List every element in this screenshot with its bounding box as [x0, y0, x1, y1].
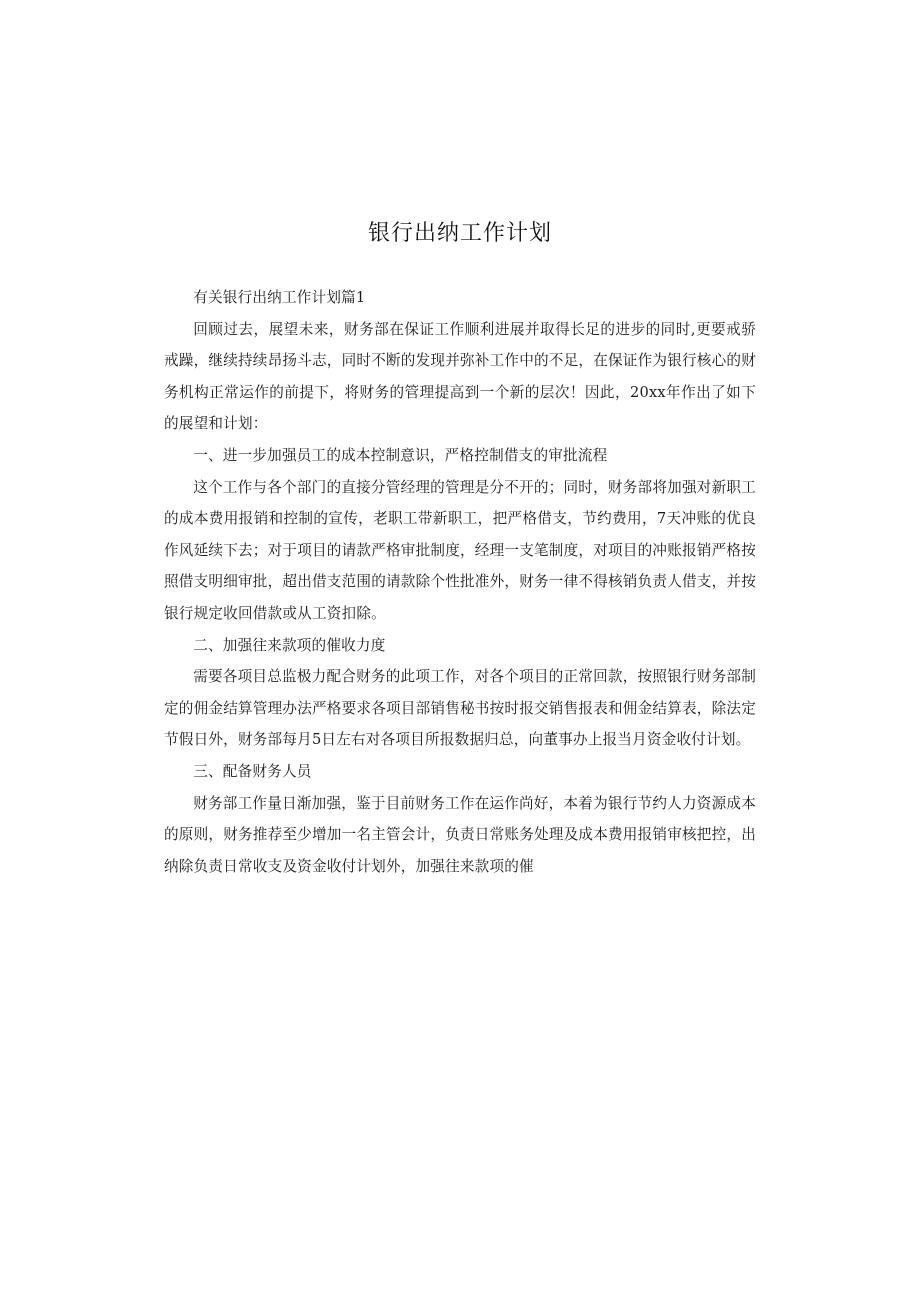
section-heading-1: 一、进一步加强员工的成本控制意识，严格控制借支的审批流程 — [193, 446, 608, 464]
paragraph-section-3: 财务部工作量日渐加强，鉴于目前财务工作在运作尚好，本着为银行节约人力资源成本的原则，财务推荐至少增加一名主管会计，负责日常账务处理及成本费用报销审核把控，出纳除负责日常收支及资金收付计划外，加强往来款项的催 — [164, 794, 756, 875]
subheading-article: 有关银行出纳工作计划篇1 — [193, 289, 366, 306]
paragraph-section-2: 需要各项目总监极力配合财务的此项工作，对各个项目的正常回款，按照银行财务部制定的佣金结算管理办法严格要求各项目部销售秘书按时报交销售报表和佣金结算表，除法定节假日外，财务部每月5日左右对各项目所报数据归总，向董事办上报当月资金收付计划。 — [164, 668, 756, 749]
paragraph-section-1: 这个工作与各个部门的直接分管经理的管理是分不开的；同时，财务部将加强对新职工的成本费用报销和控制的宣传，老职工带新职工，把严格借支，节约费用，7天冲账的优良作风延续下去；对于项目的请款严格审批制度，经理一支笔制度，对项目的冲账报销严格按照借支明细审批，超出借支范围的请款除个性批准外，财务一律不得核销负责人借支，并按银行规定收回借款或从工资扣除。 — [164, 478, 756, 622]
document-title: 银行出纳工作计划 — [367, 221, 552, 246]
section-heading-3: 三、配备财务人员 — [193, 762, 312, 780]
section-heading-2: 二、加强往来款项的催收力度 — [193, 636, 386, 654]
paragraph-intro: 回顾过去，展望未来，财务部在保证工作顺利进展并取得长足的进步的同时,更要戒骄戒躁，继续持续昂扬斗志，同时不断的发现并弥补工作中的不足，在保证作为银行核心的财务机构正常运作的前提下，将财务的管理提高到一个新的层次！因此，20xx年作出了如下的展望和计划： — [164, 320, 756, 433]
document-body — [164, 282, 756, 882]
